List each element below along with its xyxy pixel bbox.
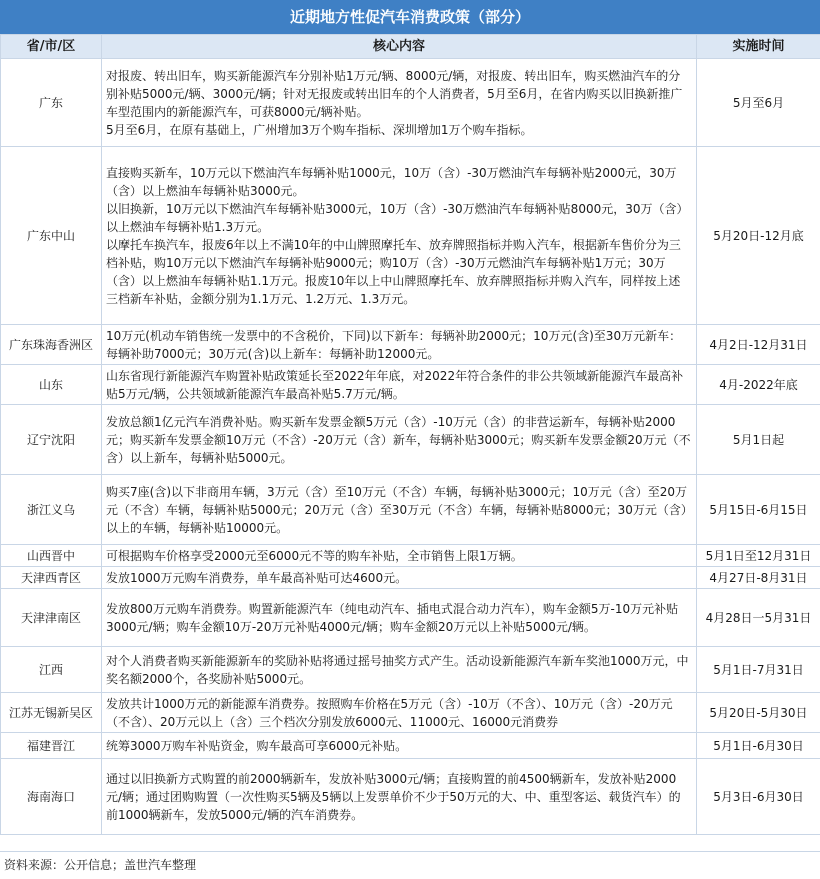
row-date: 4月28日一5月31日 [697,589,820,647]
row-region: 山西晋中 [1,545,102,567]
page-title: 近期地方性促汽车消费政策（部分） [0,0,820,34]
row-region: 海南海口 [1,759,102,835]
row-region: 广东珠海香洲区 [1,325,102,365]
row-content: 对报废、转出旧车，购买新能源汽车分别补贴1万元/辆、8000元/辆，对报废、转出旧车，购买燃油汽车的分别补贴5000元/辆、3000元/辆；针对无报废或转出旧车的个人消费者，5月至6月，在省内购买以旧换新推广车型范围内的新能源汽车，可获8000元/辆补贴。 5月至6月，在原有基础上，广州增加3万个购车指标、深圳增加1万个购车指标。 [102,59,697,147]
row-region: 天津西青区 [1,567,102,589]
row-content: 直接购买新车，10万元以下燃油汽车每辆补贴1000元，10万（含）-30万燃油汽车每辆补贴2000元，30万（含）以上燃油车每辆补贴3000元。 以旧换新，10万元以下燃油汽车每辆补贴3000元，10万（含）-30万燃油汽车每辆补贴8000元，30万（含）以上燃油车每辆补贴1.3万元。 以摩托车换汽车，报废6年以上不满10年的中山牌照摩托车、放弃牌照指标并购入汽车，根据新车售价分为三档补贴，购10万元以下燃油汽车每辆补贴9000元；购10万（含）-30万元燃油汽车每辆补贴1万元；30万（含）以上燃油车每辆补贴1.1万元。报废10年以上中山牌照摩托车、放弃牌照指标并购入汽车，同样按上述三档新车补贴，金额分别为1.1万元、1.2万元、1.3万元。 [102,147,697,325]
row-content: 发放800万元购车消费券。购置新能源汽车（纯电动汽车、插电式混合动力汽车），购车金额5万-10万元补贴3000元/辆；购车金额10万-20万元补贴4000元/辆；购车金额20万元以上补贴5000元/辆。 [102,589,697,647]
row-content: 发放1000万元购车消费券，单车最高补贴可达4600元。 [102,567,697,589]
table-body [1,59,820,835]
row-content: 发放总额1亿元汽车消费补贴。购买新车发票金额5万元（含）-10万元（含）的非营运新车，每辆补贴2000元；购买新车发票金额10万元（不含）-20万元（含）新车，每辆补贴3000元；购买新车发票金额20万元（不含）以上新车，每辆补贴5000元。 [102,405,697,475]
row-date: 5月20日-12月底 [697,147,820,325]
row-date: 4月2日-12月31日 [697,325,820,365]
row-region: 广东中山 [1,147,102,325]
header-content: 核心内容 [102,35,697,59]
table-row [1,325,820,365]
row-date: 5月1日至12月31日 [697,545,820,567]
row-content: 山东省现行新能源汽车购置补贴政策延长至2022年年底，对2022年符合条件的非公共领域新能源汽车最高补贴5万元/辆，公共领域新能源汽车最高补贴5.7万元/辆。 [102,365,697,405]
row-content: 发放共计1000万元的新能源车消费券。按照购车价格在5万元（含）-10万（不含）、10万元（含）-20万元（不含）、20万元以上（含）三个档次分别发放6000元、11000元、16000元消费券 [102,693,697,733]
row-content: 通过以旧换新方式购置的前2000辆新车，发放补贴3000元/辆；直接购置的前4500辆新车，发放补贴2000元/辆；通过团购购置（一次性购买5辆及5辆以上发票单价不少于50万元的大、中、重型客运、载货汽车）的前1000辆新车，发放5000元/辆的汽车消费券。 [102,759,697,835]
policy-table [0,34,820,835]
row-date: 5月1日-7月31日 [697,647,820,693]
row-date: 5月1日-6月30日 [697,733,820,759]
row-region: 广东 [1,59,102,147]
row-date: 5月1日起 [697,405,820,475]
table-row [1,647,820,693]
source-note: 资料来源：公开信息；盖世汽车整理 [0,851,820,878]
row-region: 天津津南区 [1,589,102,647]
row-region: 浙江义乌 [1,475,102,545]
table-row [1,733,820,759]
row-region: 江苏无锡新吴区 [1,693,102,733]
row-region: 辽宁沈阳 [1,405,102,475]
table-row [1,147,820,325]
row-content: 购买7座(含)以下非商用车辆，3万元（含）至10万元（不含）车辆，每辆补贴3000元；10万元（含）至20万元（不含）车辆，每辆补贴5000元；20万元（含）至30万元（不含）车辆，每辆补贴8000元；30万元（含）以上的车辆，每辆补贴10000元。 [102,475,697,545]
row-date: 4月27日-8月31日 [697,567,820,589]
table-row [1,59,820,147]
table-row [1,589,820,647]
table-row [1,567,820,589]
row-region: 江西 [1,647,102,693]
table-row [1,365,820,405]
row-region: 山东 [1,365,102,405]
row-date: 5月至6月 [697,59,820,147]
header-date: 实施时间 [697,35,820,59]
row-content: 10万元(机动车销售统一发票中的不含税价，下同)以下新车：每辆补助2000元；10万元(含)至30万元新车：每辆补助7000元；30万元(含)以上新车：每辆补助12000元。 [102,325,697,365]
row-content: 对个人消费者购买新能源新车的奖励补贴将通过摇号抽奖方式产生。活动设新能源汽车新车奖池1000万元，中奖名额2000个，各奖励补贴5000元。 [102,647,697,693]
row-date: 5月15日-6月15日 [697,475,820,545]
table-row [1,545,820,567]
row-date: 5月3日-6月30日 [697,759,820,835]
table-row [1,475,820,545]
row-date: 4月-2022年底 [697,365,820,405]
table-header-row [1,35,820,59]
table-row [1,405,820,475]
row-content: 统筹3000万购车补贴资金，购车最高可享6000元补贴。 [102,733,697,759]
table-row [1,693,820,733]
header-region: 省/市/区 [1,35,102,59]
row-content: 可根据购车价格享受2000元至6000元不等的购车补贴，全市销售上限1万辆。 [102,545,697,567]
row-region: 福建晋江 [1,733,102,759]
row-date: 5月20日-5月30日 [697,693,820,733]
table-row [1,759,820,835]
